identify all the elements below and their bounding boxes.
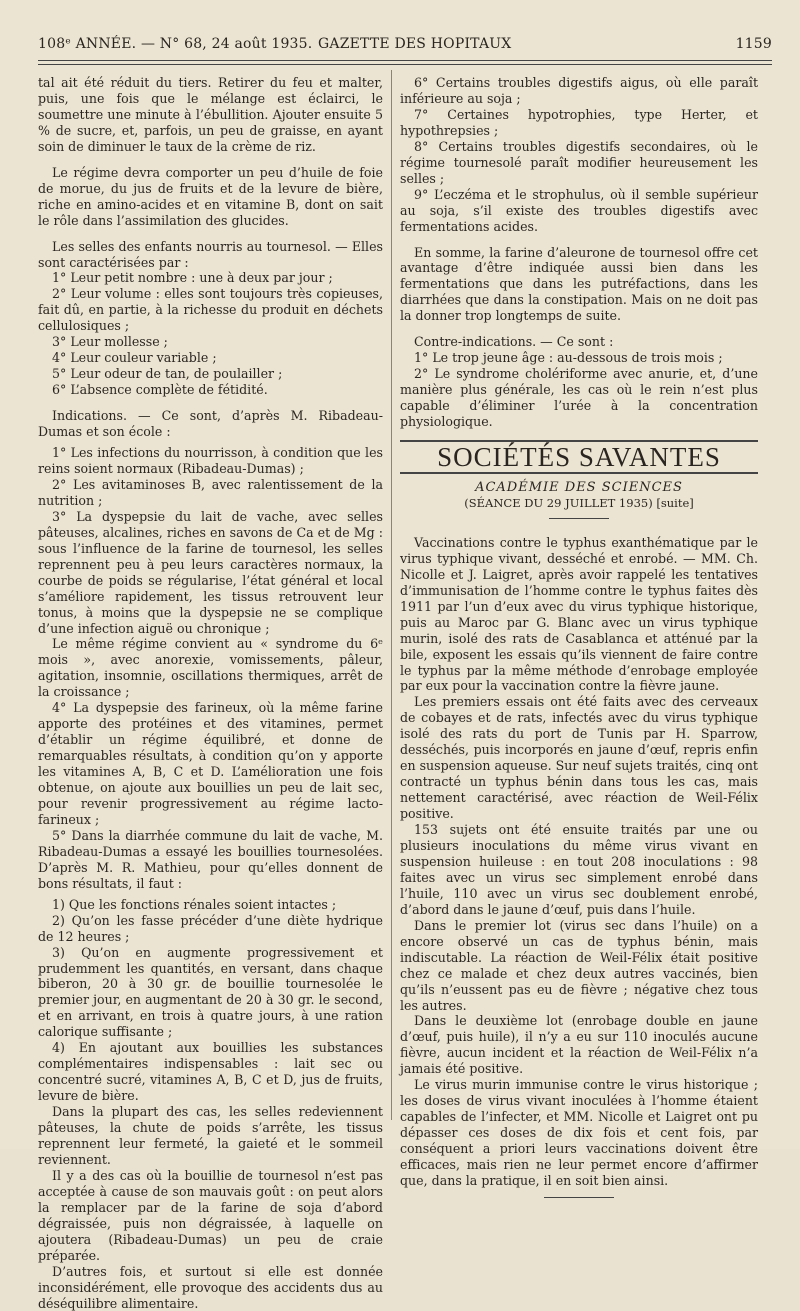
- end-rule: [544, 1197, 614, 1198]
- left-column: [38, 75, 383, 1311]
- page-header: [38, 36, 772, 56]
- list-item: 3) Qu’on en augmente progressivement et prudemment les quantités, en versant, dans chaque biberon, 20 à 30 gr. de bouillie tournesolée le premier jour, en augmentant de 20 à 30 gr. le second, et en arrivant, en trois à quatre jours, à une ration calorique suffisante ;: [38, 944, 383, 1040]
- section-heading-indications: Indications. — Ce sont, d’après M. Ribadeau-Dumas et son école :: [38, 408, 383, 440]
- section-rule: [400, 472, 758, 474]
- right-column: [400, 75, 758, 1204]
- list-item: 2° Les avitaminoses B, avec ralentissement de la nutrition ;: [38, 476, 383, 508]
- list-item: 3° Leur mollesse ;: [52, 334, 168, 350]
- list-item: 4) En ajoutant aux bouillies les substances complémentaires indispensables : lait sec ou concentré sucré, vitamines A, B, C et D, jus de fruits, levure de bière.: [38, 1040, 383, 1104]
- list-item: 5° Leur odeur de tan, de poulailler ;: [52, 366, 283, 382]
- header-rule-bottom: [38, 64, 772, 65]
- academy-heading: ACADÉMIE DES SCIENCES: [475, 479, 683, 495]
- column-divider: [391, 70, 392, 1120]
- list-item: 1) Que les fonctions rénales soient intactes ;: [52, 896, 337, 912]
- section-heading-selles: Les selles des enfants nourris au tournesol. — Elles sont caractérisées par :: [38, 238, 383, 270]
- paragraph: Dans le deuxième lot (enrobage double en jaune d’œuf, puis huile), il n’y a eu sur 110 inoculés aucune fièvre, aucun incident et la réaction de Weil-Félix n’a jamais été positive.: [400, 1013, 758, 1077]
- journal-title: GAZETTE DES HOPITAUX: [318, 36, 512, 52]
- list-item: 6° L’absence complète de fétidité.: [52, 382, 268, 398]
- list-item: 8° Certains troubles digestifs secondaires, où le régime tournesolé paraît modifier heureusement les selles ;: [400, 138, 758, 186]
- paragraph: Il y a des cas où la bouillie de tournesol n’est pas acceptée à cause de son mauvais goût : on peut alors la remplacer par de la farine de soja d’abord dégraissée, puis non dégraissée, à laquelle on ajoutera (Ribadeau-Dumas) un peu de craie préparée.: [38, 1167, 383, 1263]
- section-title: SOCIÉTÉS SAVANTES: [437, 442, 721, 473]
- header-rule-top: [38, 60, 772, 61]
- list-item: 2° Leur volume : elles sont toujours très copieuses, fait dû, en partie, à la richesse du produit en déchets cellulosiques ;: [38, 286, 383, 334]
- list-item: 1° Les infections du nourrisson, à condition que les reins soient normaux (Ribadeau-Dumas) ;: [38, 445, 383, 476]
- paragraph: Dans la plupart des cas, les selles redeviennent pâteuses, la chute de poids s’arrête, les tissus reprennent leur fermeté, la gaieté et le sommeil reviennent.: [38, 1104, 383, 1167]
- paragraph: 153 sujets ont été ensuite traités par une ou plusieurs inoculations du même virus vivant en suspension huileuse : en tout 208 inoculations : 98 faites avec un virus sec simplement enrobé dans l’huile, 110 avec un virus sec doublement enrobé, d’abord dans le jaune d’œuf, puis dans l’huile.: [400, 822, 758, 917]
- paragraph: Vaccinations contre le typhus exanthématique par le virus typhique vivant, desséché et enrobé. — MM. Ch. Nicolle et J. Laigret, après avoir rappelé les tentatives d’immunisation de l’homme contre le typhus faites dès 1911 par l’un d’eux avec du virus typhique historique, puis au Maroc par G. Blanc avec un virus typhique murin, isolé des rats de Casablanca et atténué par la bile, exposent les essais qu’ils viennent de faire contre le typhus par la même méthode d’enrobage employée par eux pour la vaccination contre la fièvre jaune.: [400, 534, 758, 694]
- list-item: 1° Le trop jeune âge : au-dessous de trois mois ;: [414, 350, 723, 366]
- paragraph: tal ait été réduit du tiers. Retirer du feu et malter, puis, une fois que le mélange est éclairci, le soumettre une minute à l’ébullition. Ajouter ensuite 5 % de sucre, et, parfois, un peu de graisse, en ayant soin de diminuer le taux de la crème de riz.: [38, 75, 383, 154]
- issue-info: 108ᵉ ANNÉE. — N° 68, 24 août 1935.: [38, 36, 313, 52]
- paragraph: D’autres fois, et surtout si elle est donnée inconsidérément, elle provoque des accidents dus au déséquilibre alimentaire.: [38, 1263, 383, 1311]
- list-item: 3° La dyspepsie du lait de vache, avec selles pâteuses, alcalines, riches en savons de Ca et de Mg : sous l’influence de la farine de tournesol, les selles reprennent peu à peu leurs caractères normaux, la courbe de poids se régularise, l’état général et local s’améliore rapidement, les tissus retrouvent leur tonus, à moins que la dyspepsie ne se complique d’une infection aiguë ou chronique ;: [38, 508, 383, 636]
- list-item: 9° L’eczéma et le strophulus, où il semble supérieur au soja, s’il existe des troubles digestifs avec fermentations acides.: [400, 186, 758, 234]
- paragraph: Le même régime convient au « syndrome du 6ᵉ mois », avec anorexie, vomissements, pâleur, agitation, insomnie, oscillations thermiques, arrêt de la croissance ;: [38, 636, 383, 700]
- list-item: 1° Leur petit nombre : une à deux par jour ;: [52, 270, 333, 286]
- list-item: 2) Qu’on les fasse précéder d’une diète hydrique de 12 heures ;: [38, 912, 383, 944]
- paragraph: En somme, la farine d’aleurone de tournesol offre cet avantage d’être indiquée aussi bien dans les fermentations que dans les putréfactions, dans les diarrhées que dans la constipation. Mais on ne doit pas la donner trop longtemps de suite.: [400, 244, 758, 324]
- list-item: 4° La dyspepsie des farineux, où la même farine apporte des protéines et des vitamines, permet d’établir un régime équilibré, et donne de remarquables résultats, à condition qu’on y apporte les vitamines A, B, C et D. L’amélioration une fois obtenue, on ajoute aux bouillies un peu de lait sec, pour revenir progressivement au régime lacto-farineux ;: [38, 700, 383, 827]
- page-number: 1159: [735, 36, 772, 52]
- list-item: 5° Dans la diarrhée commune du lait de vache, M. Ribadeau-Dumas a essayé les bouillies tournesolées. D’après M. R. Mathieu, pour qu’elles donnent de bons résultats, il faut :: [38, 827, 383, 891]
- paragraph: Dans le premier lot (virus sec dans l’huile) on a encore observé un cas de typhus bénin, mais indiscutable. La réaction de Weil-Félix était positive chez ce malade et chez deux autres vaccinés, bien qu’ils n’eussent pas eu de fièvre ; négative chez tous les autres.: [400, 917, 758, 1013]
- paragraph: Le virus murin immunise contre le virus historique ; les doses de virus vivant inoculées à l’homme étaient capables de l’infecter, et MM. Nicolle et Laigret ont pu dépasser ces doses de dix fois et cent fois, par conséquent a priori leurs vaccinations doivent être efficaces, mais rien ne leur permet encore d’affirmer que, dans la pratique, il en soit bien ainsi.: [400, 1077, 758, 1188]
- session-date: (SÉANCE DU 29 JUILLET 1935) [suite]: [464, 495, 694, 510]
- list-item: 4° Leur couleur variable ;: [52, 350, 217, 366]
- paragraph: Les premiers essais ont été faits avec des cerveaux de cobayes et de rats, infectés avec du virus typhique isolé des rats du port de Tunis par H. Sparrow, desséchés, puis incorporés en jaune d’œuf, repris enfin en suspension aqueuse. Sur neuf sujets traités, cinq ont contracté un typhus bénin dans tous les cas, mais nettement caractérisé, avec réaction de Weil-Félix positive.: [400, 694, 758, 822]
- section-heading-contre-indications: Contre-indications. — Ce sont :: [414, 334, 614, 350]
- list-item: 7° Certaines hypotrophies, type Herter, et hypothrepsies ;: [400, 106, 758, 138]
- list-item: 6° Certains troubles digestifs aigus, où elle paraît inférieure au soja ;: [400, 75, 758, 106]
- list-item: 2° Le syndrome cholériforme avec anurie, et, d’une manière plus générale, les cas où le rein n’est plus capable d’éliminer l’urée à la concentration physiologique.: [400, 366, 758, 430]
- short-rule: [549, 518, 609, 519]
- paragraph: Le régime devra comporter un peu d’huile de foie de morue, du jus de fruits et de la levure de bière, riche en amino-acides et en vitamine B, dont on sait le rôle dans l’assimilation des glucides.: [38, 164, 383, 228]
